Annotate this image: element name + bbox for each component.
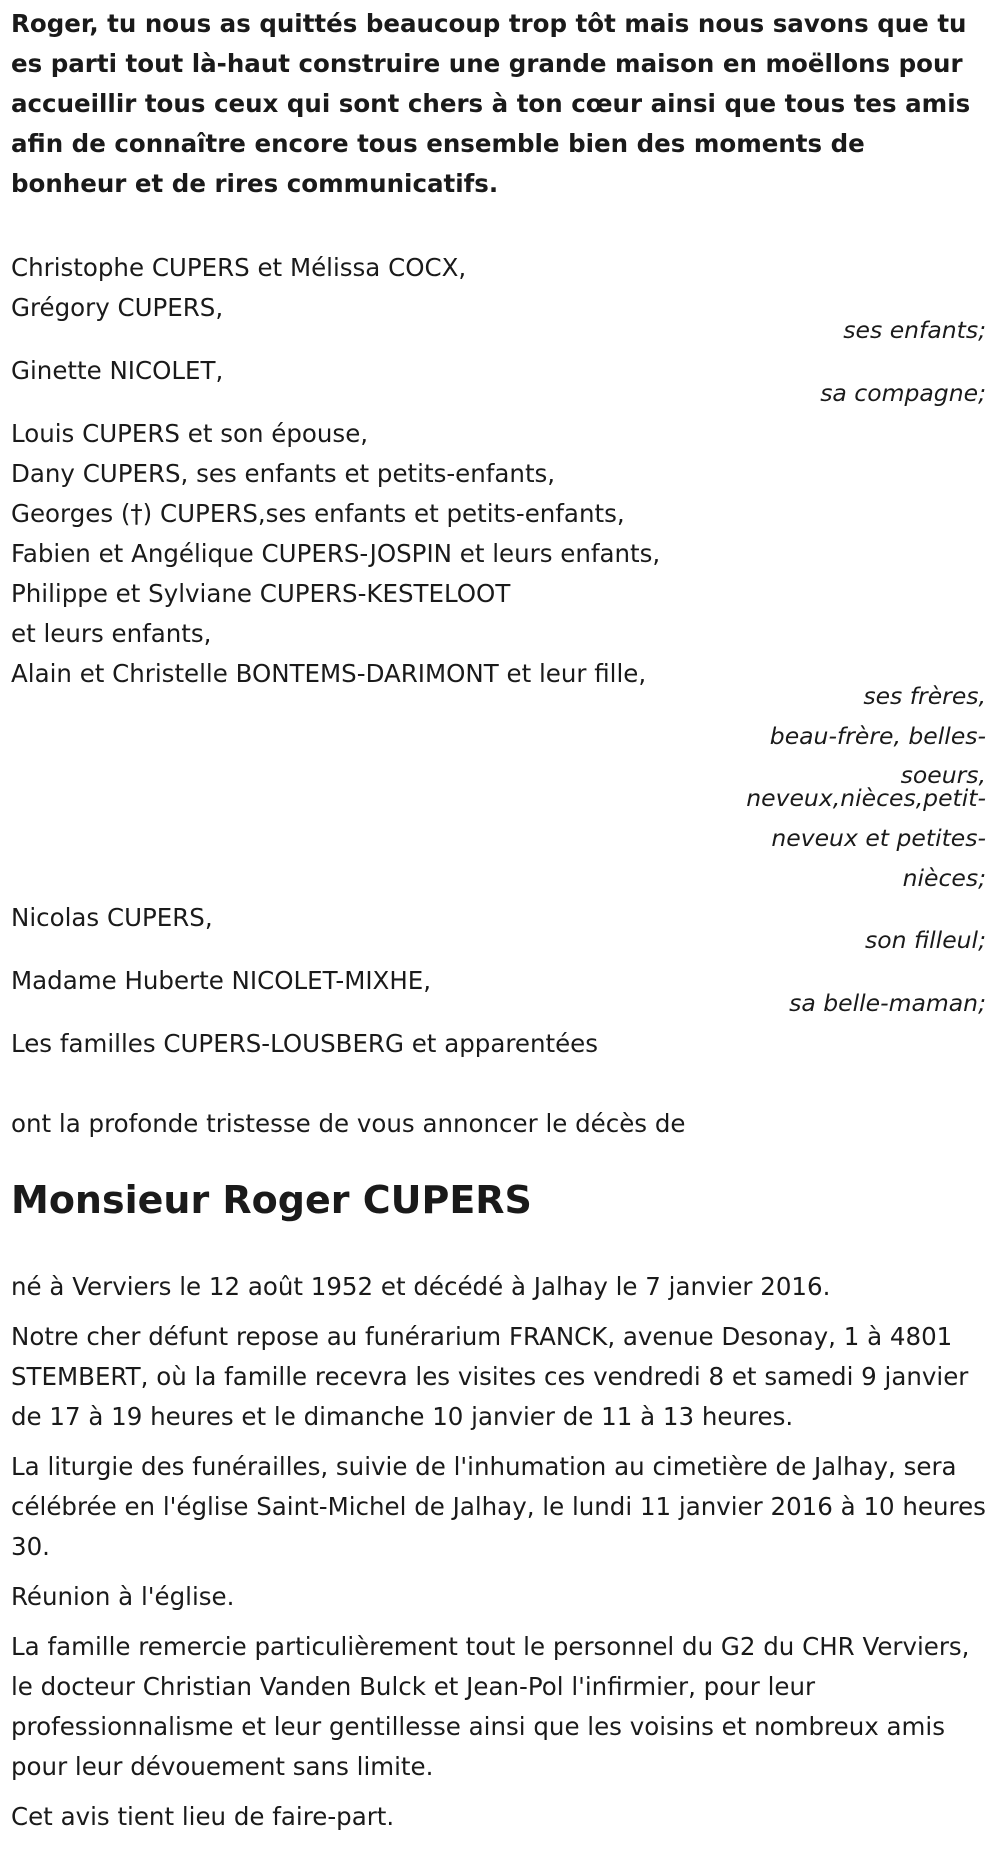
intro-message: Roger, tu nous as quittés beaucoup trop tôt mais nous savons que tu es parti tout là-haut construire une grande maison en moëllons pour accueillir tous ceux qui sont chers à ton cœur ainsi que tous tes amis afin de connaître encore tous ensemble bien des moments de bonheur et de rires communicatifs.: [11, 9, 971, 198]
family-line-children-1: Christophe CUPERS et Mélissa COCX,: [11, 253, 467, 282]
deceased-name: Monsieur Roger CUPERS: [11, 1178, 532, 1222]
relation-siblings-2: beau-frère, belles-: [769, 722, 986, 750]
relation-mother-in-law: sa belle-maman;: [789, 989, 986, 1017]
thanks-paragraph: La famille remercie particulièrement tout le personnel du G2 du CHR Verviers, le docteur Christian Vanden Bulck et Jean-Pol l'infirmier, pour leur professionnalisme et leur gentillesse ainsi que les voisins et nombreux amis pour leur dévouement sans limite.: [11, 1632, 970, 1781]
birth-death-details: né à Verviers le 12 août 1952 et décédé à Jalhay le 7 janvier 2016.: [11, 1272, 831, 1301]
funerarium-details: Notre cher défunt repose au funérarium FRANCK, avenue Desonay, 1 à 4801 STEMBERT, où la famille recevra les visites ces vendredi 8 et samedi 9 janvier de 17 à 19 heures et le dimanche 10 janvier de 11 à 13 heures.: [11, 1322, 969, 1431]
family-line-sibling-7: Alain et Christelle BONTEMS-DARIMONT et leur fille,: [11, 659, 647, 688]
relation-siblings-6: nièces;: [902, 864, 986, 892]
family-line-sibling-6: et leurs enfants,: [11, 619, 212, 648]
family-line-sibling-5: Philippe et Sylviane CUPERS-KESTELOOT: [11, 579, 511, 608]
family-line-godson: Nicolas CUPERS,: [11, 903, 213, 932]
family-line-families: Les familles CUPERS-LOUSBERG et apparentées: [11, 1029, 598, 1058]
family-line-children-2: Grégory CUPERS,: [11, 293, 224, 322]
relation-siblings-3: soeurs,: [900, 761, 986, 789]
family-line-sibling-2: Dany CUPERS, ses enfants et petits-enfants,: [11, 459, 556, 488]
relation-siblings-1: ses frères,: [863, 682, 986, 710]
family-line-sibling-4: Fabien et Angélique CUPERS-JOSPIN et leurs enfants,: [11, 539, 661, 568]
notice-footer: Cet avis tient lieu de faire-part.: [11, 1802, 395, 1831]
family-line-partner: Ginette NICOLET,: [11, 356, 224, 385]
family-line-sibling-3: Georges (†) CUPERS,ses enfants et petits-enfants,: [11, 499, 625, 528]
relation-siblings-4: neveux,nièces,petit-: [746, 784, 986, 812]
family-line-mother-in-law: Madame Huberte NICOLET-MIXHE,: [11, 966, 432, 995]
relation-siblings-5: neveux et petites-: [771, 824, 986, 852]
relation-children: ses enfants;: [843, 316, 986, 344]
funeral-details: La liturgie des funérailles, suivie de l'inhumation au cimetière de Jalhay, sera célébrée en l'église Saint-Michel de Jalhay, le lundi 11 janvier 2016 à 10 heures 30.: [11, 1452, 986, 1561]
announcement-line: ont la profonde tristesse de vous annoncer le décès de: [11, 1109, 686, 1138]
reunion-note: Réunion à l'église.: [11, 1582, 235, 1611]
relation-partner: sa compagne;: [820, 379, 986, 407]
relation-godson: son filleul;: [864, 926, 986, 954]
family-line-sibling-1: Louis CUPERS et son épouse,: [11, 419, 369, 448]
